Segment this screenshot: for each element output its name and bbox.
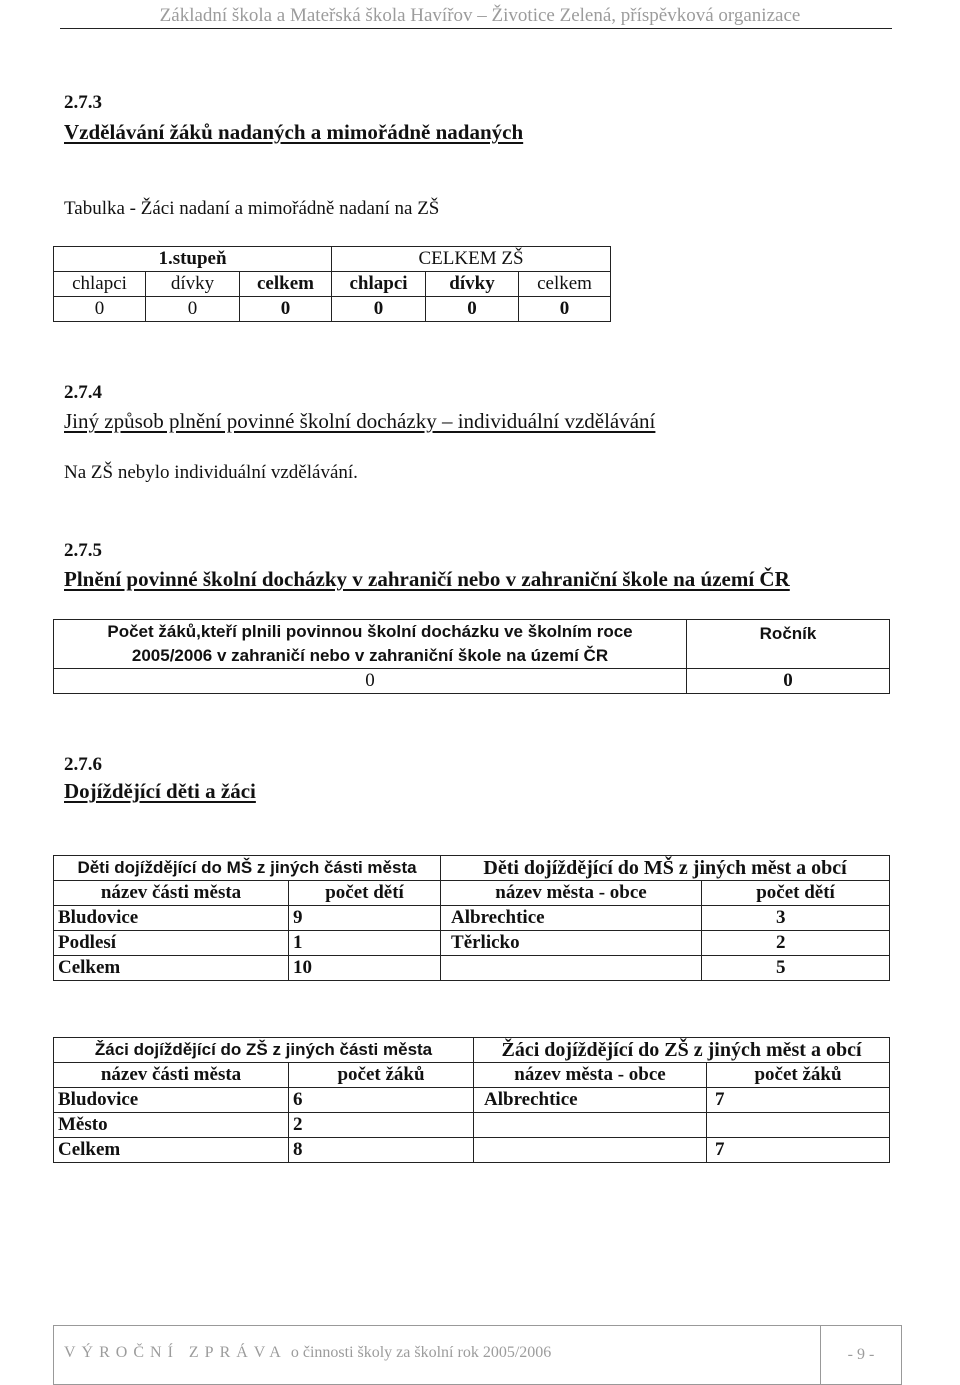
table-cell: 7 bbox=[707, 1088, 890, 1113]
column-header: celkem bbox=[240, 272, 332, 297]
section-title: Jiný způsob plnění povinné školní docházky – individuální vzdělávání bbox=[64, 409, 656, 433]
table-cell: 0 bbox=[54, 669, 687, 694]
table-cell bbox=[474, 1138, 707, 1163]
section-number: 2.7.4 bbox=[64, 382, 102, 403]
section-title: Vzdělávání žáků nadaných a mimořádně nadaných bbox=[64, 120, 524, 144]
table-cell: Město bbox=[54, 1113, 289, 1138]
footer-title-spaced: VÝROČNÍ ZPRÁVA bbox=[64, 1344, 287, 1361]
group-header: 1.stupeň bbox=[54, 247, 332, 272]
header-line: 2005/2006 v zahraničí nebo v zahraniční škole na území ČR bbox=[131, 646, 609, 665]
column-header: počet žáků bbox=[707, 1063, 890, 1088]
footer-title-rest: o činnosti školy za školní rok 2005/2006 bbox=[290, 1344, 552, 1361]
table-cell: Albrechtice bbox=[474, 1088, 707, 1113]
group-header: Děti dojíždějící do MŠ z jiných měst a obcí bbox=[441, 856, 890, 881]
section-number: 2.7.3 bbox=[64, 92, 102, 113]
column-header: chlapci bbox=[54, 272, 146, 297]
page-header: Základní škola a Mateřská škola Havířov – Životice Zelená, příspěvková organizace bbox=[159, 5, 801, 26]
column-header: název části města bbox=[54, 881, 289, 906]
table-cell: Celkem bbox=[54, 1138, 289, 1163]
column-header: název města - obce bbox=[474, 1063, 707, 1088]
table-cell: Celkem bbox=[54, 956, 289, 981]
commuting-children-table bbox=[53, 855, 890, 981]
footer-title bbox=[64, 1344, 551, 1362]
table-cell: 0 bbox=[54, 297, 146, 322]
column-header: dívky bbox=[426, 272, 519, 297]
table-cell: 0 bbox=[426, 297, 519, 322]
column-header: počet žáků bbox=[289, 1063, 474, 1088]
column-header: chlapci bbox=[332, 272, 426, 297]
abroad-attendance-table bbox=[53, 619, 890, 694]
column-header: počet dětí bbox=[702, 881, 890, 906]
table-cell: Těrlicko bbox=[441, 931, 702, 956]
page-number: - 9 - bbox=[820, 1326, 901, 1384]
header-line: Počet žáků,kteří plnili povinnou školní docházku ve školním roce bbox=[107, 622, 633, 641]
table-cell: 0 bbox=[146, 297, 240, 322]
table-cell: Albrechtice bbox=[441, 906, 702, 931]
group-header: Děti dojíždějící do MŠ z jiných části města bbox=[54, 856, 441, 881]
table-cell: 7 bbox=[707, 1138, 890, 1163]
gifted-students-table bbox=[53, 246, 611, 322]
group-header: Žáci dojíždějící do ZŠ z jiných části města bbox=[54, 1038, 474, 1063]
group-header: Žáci dojíždějící do ZŠ z jiných měst a obcí bbox=[474, 1038, 890, 1063]
page-footer bbox=[53, 1325, 902, 1385]
section-text: Na ZŠ nebylo individuální vzdělávání. bbox=[64, 462, 358, 483]
table-cell: 3 bbox=[702, 906, 890, 931]
commuting-pupils-table bbox=[53, 1037, 890, 1163]
section-title: Dojíždějící děti a žáci bbox=[64, 779, 256, 803]
table-cell: 2 bbox=[289, 1113, 474, 1138]
section-number: 2.7.5 bbox=[64, 540, 102, 561]
table-cell bbox=[707, 1113, 890, 1138]
table-cell bbox=[474, 1113, 707, 1138]
section-number: 2.7.6 bbox=[64, 754, 102, 775]
table-cell: 8 bbox=[289, 1138, 474, 1163]
table-cell: 2 bbox=[702, 931, 890, 956]
header-rule bbox=[60, 28, 892, 29]
column-header: název části města bbox=[54, 1063, 289, 1088]
table-cell: 0 bbox=[332, 297, 426, 322]
table-cell: 10 bbox=[289, 956, 441, 981]
column-header: počet dětí bbox=[289, 881, 441, 906]
table-cell: 5 bbox=[702, 956, 890, 981]
table-caption: Tabulka - Žáci nadaní a mimořádně nadaní na ZŠ bbox=[64, 198, 440, 219]
table-cell: Bludovice bbox=[54, 906, 289, 931]
column-header bbox=[54, 620, 687, 669]
table-cell: Podlesí bbox=[54, 931, 289, 956]
column-header: celkem bbox=[519, 272, 611, 297]
column-header: dívky bbox=[146, 272, 240, 297]
table-cell: 0 bbox=[519, 297, 611, 322]
table-cell: 9 bbox=[289, 906, 441, 931]
column-header: Ročník bbox=[687, 620, 890, 669]
table-cell: 6 bbox=[289, 1088, 474, 1113]
table-cell: 0 bbox=[687, 669, 890, 694]
column-header: název města - obce bbox=[441, 881, 702, 906]
table-cell: 0 bbox=[240, 297, 332, 322]
table-cell bbox=[441, 956, 702, 981]
group-header: CELKEM ZŠ bbox=[332, 247, 611, 272]
table-cell: 1 bbox=[289, 931, 441, 956]
table-cell: Bludovice bbox=[54, 1088, 289, 1113]
section-title: Plnění povinné školní docházky v zahraničí nebo v zahraniční škole na území ČR bbox=[64, 567, 790, 591]
